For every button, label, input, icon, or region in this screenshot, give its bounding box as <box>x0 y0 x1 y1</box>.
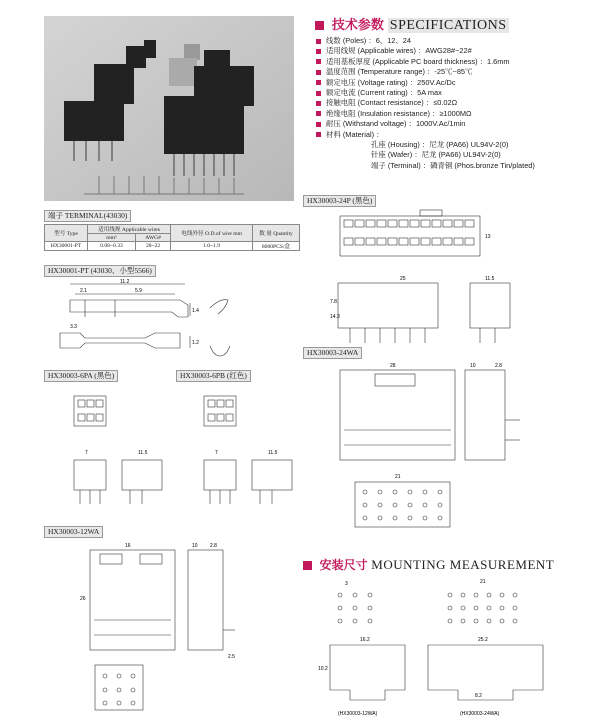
table-header-awg: AWG# <box>136 234 171 242</box>
dim-label: 7 <box>85 450 88 456</box>
dim-label: 10.2 <box>318 666 328 672</box>
dim-label: 3.3 <box>70 324 77 330</box>
specifications-title-en: SPECIFICATIONS <box>389 18 507 33</box>
label-hx30003-24p: HX30003-24P (黑色) <box>303 195 376 207</box>
bullet-icon <box>316 132 321 137</box>
dim-label: 11.5 <box>138 450 148 456</box>
hx30003-24wa-drawing <box>330 360 600 540</box>
dim-label: 25 <box>400 276 406 282</box>
spec-item: 材料 (Material) ： <box>316 130 601 140</box>
bullet-icon <box>316 111 321 116</box>
dim-label: 5.9 <box>135 288 142 294</box>
spec-item: 温度范围 (Temperature range) ：-25℃~85℃ <box>316 67 601 77</box>
bullet-icon <box>316 39 321 44</box>
dim-label: 25.2 <box>478 637 488 643</box>
dim-label: 1.2 <box>192 340 199 346</box>
dim-label: 10 <box>192 543 198 549</box>
dim-label: 14.3 <box>330 314 340 320</box>
spec-item: 额定电流 (Current rating) ：5A max <box>316 88 601 98</box>
label-hx30003-24wa: HX30003-24WA <box>303 347 362 359</box>
mounting-caption-left: (HX30003-12WA) <box>338 711 378 717</box>
bullet-icon <box>316 80 321 85</box>
mounting-title-cn: 安装尺寸 <box>319 558 368 572</box>
specifications-list <box>316 36 601 171</box>
square-bullet-icon <box>303 561 312 570</box>
dim-label: 1.4 <box>192 308 199 314</box>
bullet-icon <box>316 91 321 96</box>
dim-label: 8.2 <box>475 693 482 699</box>
table-header-wires: 适用线规 Applicable wires <box>87 225 170 234</box>
specifications-heading <box>315 14 509 34</box>
dim-label: 21 <box>395 474 401 480</box>
dim-label: 2.1 <box>80 288 87 294</box>
table-header-od: 电线外径 O.D.of wire mm <box>171 225 253 242</box>
dim-label: 16.2 <box>360 637 370 643</box>
terminal-table <box>44 224 300 251</box>
spec-item: 线数 (Poles) ：6、12、24 <box>316 36 601 46</box>
dim-label: 13 <box>485 234 491 240</box>
table-row: HX30001-PT 0.08~0.33 28~22 1.0~1.9 8000PCS/盒 <box>45 242 300 251</box>
mounting-heading <box>303 556 554 573</box>
terminal-drawing <box>50 278 300 368</box>
bullet-icon <box>316 59 321 64</box>
material-item: 孔座 (Housing) ：尼龙 (PA66) UL94V-2(0) <box>371 140 509 150</box>
specifications-title-cn: 技术参数 <box>331 18 384 33</box>
spec-item: 适用线规 (Applicable wires) ：AWG28#~22# <box>316 46 601 56</box>
dim-label: 3 <box>345 581 348 587</box>
table-header-type: 型号 Type <box>45 225 88 242</box>
dim-label: 21 <box>480 579 486 585</box>
dim-label: 11.5 <box>268 450 278 456</box>
dim-label: 7 <box>215 450 218 456</box>
label-hx30001-pt: HX30001-PT (43030、小型5566) <box>44 265 156 277</box>
hx30003-12wa-drawing <box>80 540 300 720</box>
hx30003-24p-drawing <box>330 208 600 348</box>
bullet-icon <box>316 122 321 127</box>
label-hx30003-6pa: HX30003-6PA (黑色) <box>44 370 118 382</box>
hx30003-6p-drawings <box>60 382 300 512</box>
spec-item: 接触电阻 (Contact resistance) ：≤0.02Ω <box>316 98 601 108</box>
table-header-mm2: mm² <box>87 234 135 242</box>
dim-label: 2.8 <box>495 363 502 369</box>
dim-label: 11.5 <box>485 276 495 282</box>
material-item: 端子 (Terminal) ：磷青铜 (Phos.bronze Tin/plated) <box>371 160 535 170</box>
dim-label: 2.5 <box>228 654 235 660</box>
spec-item: 额定电压 (Voltage rating) ：250V.Ac/Dc <box>316 78 601 88</box>
terminal-label: 端子 TERMINAL(43030) <box>44 210 131 222</box>
mounting-caption-right: (HX30003-24WA) <box>460 711 500 717</box>
bullet-icon <box>316 70 321 75</box>
product-photo <box>44 16 294 201</box>
dim-label: 7.8 <box>330 299 337 305</box>
connector-photo-illustration <box>44 16 294 201</box>
dim-label: 28 <box>390 363 396 369</box>
table-header-qty: 数 量 Quantity <box>253 225 300 242</box>
mounting-title-en: MOUNTING MEASUREMENT <box>371 557 555 572</box>
dim-label: 10 <box>470 363 476 369</box>
bullet-icon <box>316 101 321 106</box>
dim-label: 26 <box>80 596 86 602</box>
label-hx30003-12wa: HX30003-12WA <box>44 526 103 538</box>
dim-label: 11.2 <box>120 279 130 285</box>
spec-item: 耐压 (Withstand voltage) ：1000V.Ac/1min <box>316 119 601 129</box>
mounting-drawings <box>310 575 600 720</box>
material-item: 针座 (Wafer) ：尼龙 (PA66) UL94V-2(0) <box>371 150 501 160</box>
square-bullet-icon <box>315 21 324 30</box>
dim-label: 16 <box>125 543 131 549</box>
spec-item: 绝缘电阻 (Insulation resistance) ：≥1000MΩ <box>316 109 601 119</box>
dim-label: 2.8 <box>210 543 217 549</box>
label-hx30003-6pb: HX30003-6PB (红色) <box>176 370 251 382</box>
spec-item: 适用基板厚度 (Applicable PC board thickness) ：1.6mm <box>316 57 601 67</box>
bullet-icon <box>316 49 321 54</box>
